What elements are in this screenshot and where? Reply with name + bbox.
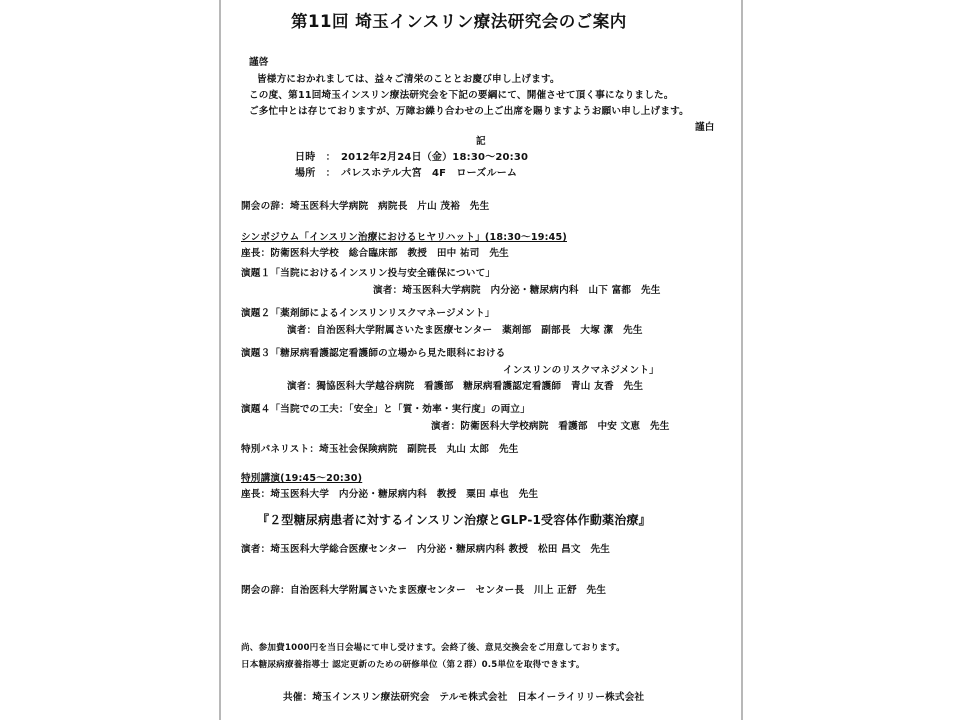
intro-line-2: この度、第11回埼玉インスリン療法研究会を下記の要綱にて、開催させて頂く事になりました。 bbox=[249, 90, 674, 101]
special-lecture-speaker: 演者：埼玉医科大学総合医療センター 内分泌・糖尿病内科 教授 松田 昌文 先生 bbox=[241, 544, 611, 555]
talk4-speaker: 演者：防衛医科大学校病院 看護部 中安 文恵 先生 bbox=[431, 421, 670, 432]
co-sponsors: 共催：埼玉インスリン療法研究会 テルモ株式会社 日本イーライリリー株式会社 bbox=[283, 692, 645, 703]
greeting: 謹啓 bbox=[249, 57, 269, 68]
talk1-speaker: 演者：埼玉医科大学病院 内分泌・糖尿病内科 山下 富都 先生 bbox=[373, 285, 661, 296]
credit-note: 日本糖尿病療養指導士 認定更新のための研修単位（第２群）0.5単位を取得できます。 bbox=[241, 660, 585, 670]
talk4-title: 演題４「当院での工夫：「安全」と「質・効率・実行度」の両立」 bbox=[241, 404, 531, 415]
page-edge-left bbox=[219, 0, 221, 720]
talk2-speaker: 演者：自治医科大学附属さいたま医療センター 薬剤部 副部長 大塚 潔 先生 bbox=[287, 325, 643, 336]
ki-mark: 記 bbox=[476, 136, 486, 147]
talk1-title: 演題１「当院におけるインスリン投与安全確保について」 bbox=[241, 268, 496, 279]
special-lecture-title: 特別講演(19:45〜20:30) bbox=[241, 473, 363, 484]
special-panelist: 特別パネリスト：埼玉社会保険病院 副院長 丸山 太郎 先生 bbox=[241, 444, 519, 455]
symposium-chair: 座長：防衛医科大学校 総合臨床部 教授 田中 祐司 先生 bbox=[241, 248, 509, 259]
special-lecture-topic: 『２型糖尿病患者に対するインスリン治療とGLP-1受容体作動薬治療』 bbox=[257, 513, 651, 527]
talk2-title: 演題２「薬剤師によるインスリンリスクマネージメント」 bbox=[241, 308, 495, 319]
talk3-title-line-1: 演題３「糖尿病看護認定看護師の立場から見た眼科における bbox=[241, 348, 506, 359]
intro-line-1: 皆様方におかれましては、益々ご清栄のこととお慶び申し上げます。 bbox=[257, 74, 560, 85]
intro-line-3: ご多忙中とは存じておりますが、万障お繰り合わせの上ご出席を賜りますようお願い申し上げます。 bbox=[249, 106, 689, 117]
closing-remarks: 閉会の辞：自治医科大学附属さいたま医療センター センター長 川上 正舒 先生 bbox=[241, 585, 607, 596]
talk3-title-line-2: インスリンのリスクマネジメント」 bbox=[503, 365, 659, 376]
event-venue: 場所 ： パレスホテル大宮 4F ローズルーム bbox=[295, 168, 518, 179]
event-datetime: 日時 ： 2012年2月24日（金）18:30〜20:30 bbox=[295, 152, 529, 163]
symposium-title: シンポジウム「インスリン治療におけるヒヤリハット」(18:30〜19:45) bbox=[241, 232, 567, 243]
document-title: 第11回 埼玉インスリン療法研究会のご案内 bbox=[291, 12, 627, 31]
talk3-speaker: 演者：獨協医科大学越谷病院 看護部 糖尿病看護認定看護師 青山 友香 先生 bbox=[287, 381, 644, 392]
page-edge-right bbox=[741, 0, 743, 720]
document-page bbox=[223, 0, 741, 720]
opening-remarks: 開会の辞：埼玉医科大学病院 病院長 片山 茂裕 先生 bbox=[241, 201, 490, 212]
fee-note: 尚、参加費1000円を当日会場にて申し受けます。会終了後、意見交換会をご用意しております。 bbox=[241, 643, 625, 653]
closing-word: 謹白 bbox=[695, 122, 715, 133]
special-lecture-chair: 座長：埼玉医科大学 内分泌・糖尿病内科 教授 粟田 卓也 先生 bbox=[241, 489, 539, 500]
